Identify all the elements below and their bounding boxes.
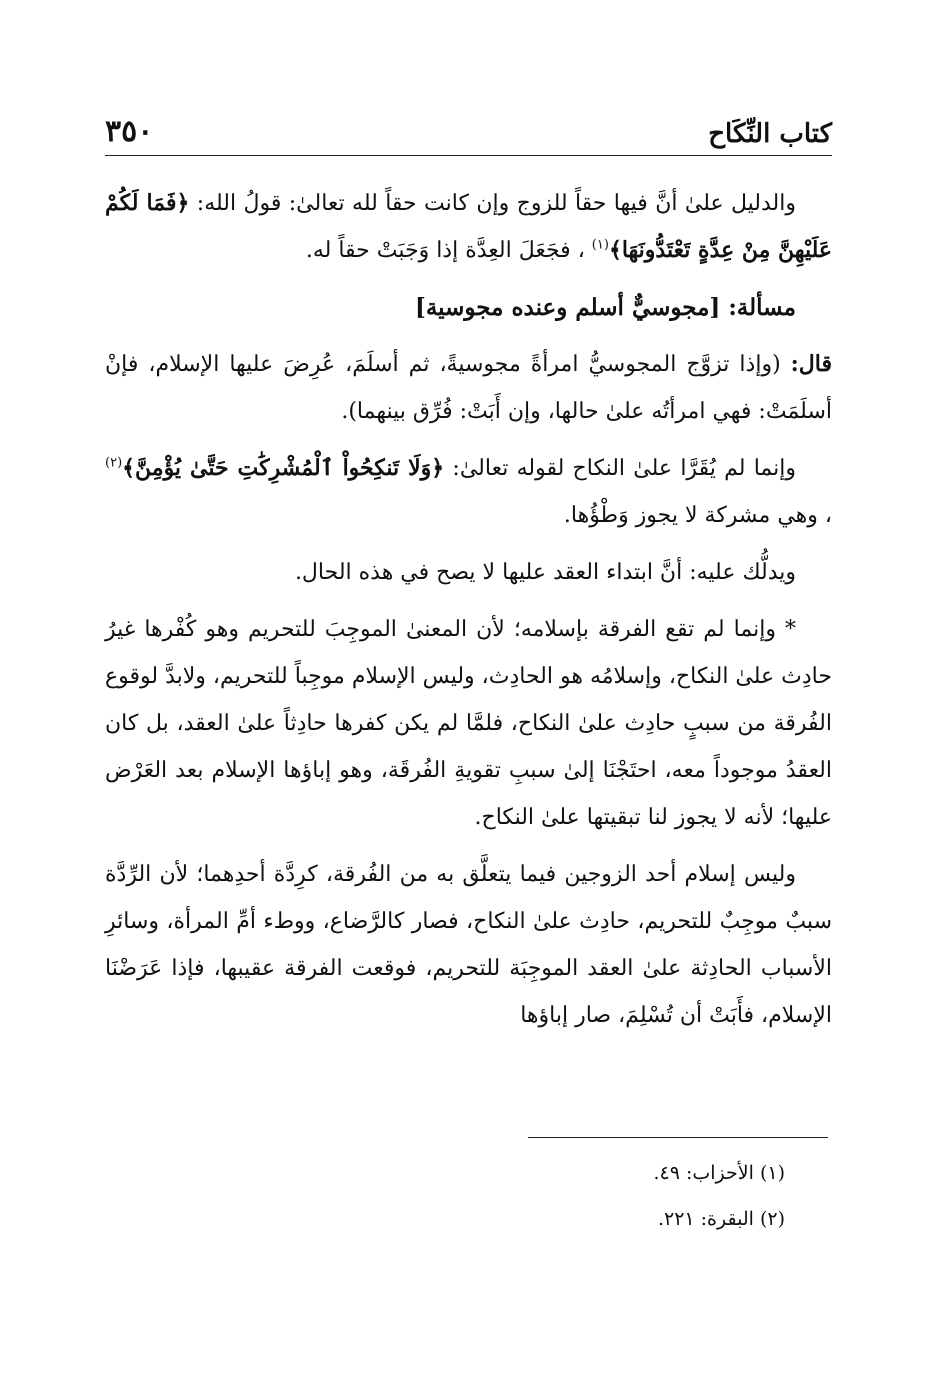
footnote-ref-1: (١) [591,237,609,253]
paragraph-5: * وإنما لم تقع الفرقة بإسلامه؛ لأن المعنىٰ الموجِبَ للتحريم وهو كُفْرها غيرُ حادِث علىٰ النكاح، وإسلامُه هو الحادِث، وليس الإسلام موجِباً للتحريم، ولابدَّ لوقوع الفُرقة من سببٍ حادِث علىٰ النكاح، فلمَّا لم يكن كفرها حادِثاً علىٰ العقد، بل كان العقدُ موجوداً معه، احتَجْنَا إلىٰ سببِ تقويةِ الفُرقَة، وهو إباؤها الإسلام بعد العَرْض عليها؛ لأنه لا يجوز لنا تبقيتها علىٰ النكاح. [105,617,832,830]
quran-verse-1: ﴿فَمَا لَكُمْ عَلَيْهِنَّ مِنْ عِدَّةٍ تَعْتَدُّونَهَا﴾ [105,190,832,263]
qala-label: قال: [790,351,832,377]
footnote-2: (٢) البقرة: ٢٢١. [657,1208,785,1230]
paragraph-1-text-b: ، فجَعَلَ العِدَّة إذا وَجَبَتْ حقاً له. [305,238,585,263]
footnote-separator [528,1137,828,1138]
masala-heading: مسألة: [مجوسيٌّ أسلم وعنده مجوسية] [414,294,796,321]
paragraph-2-text: (وإذا تزوَّج المجوسيُّ امرأةً مجوسيةً، ثم أسلَمَ، عُرِضَ عليها الإسلام، فإنْ أسلَمَتْ: فهي امرأتُه علىٰ حالها، وإن أَبَتْ: فُرِّق بينهما). [105,352,832,424]
page-number: ٣٥٠ [105,114,154,149]
footnote-ref-2: (٢) [105,455,123,471]
quran-verse-2: ﴿وَلَا تَنكِحُواْ ٱلْمُشْرِكَٰتِ حَتَّىٰ يُؤْمِنَّ﴾ [122,455,445,481]
paragraph-1 [105,180,832,274]
paragraph-6: وليس إسلام أحد الزوجين فيما يتعلَّق به من الفُرقة، كرِدَّة أحدِهما؛ لأن الرِّدَّة سببٌ موجِبٌ للتحريم، حادِث علىٰ النكاح، فصار كالرَّضاع، ووطء أمِّ المرأة، وسائرِ الأسباب الحادِثة علىٰ العقد الموجِبَة للتحريم، فوقعت الفرقة عقيبها، فإذا عَرَضْنَا الإسلام، فأَبَتْ أن تُسْلِمَ، صار إباؤها [105,862,832,1028]
main-text [105,180,832,1049]
footnote-1: (١) الأحزاب: ٤٩. [653,1162,785,1184]
paragraph-3 [105,445,832,539]
book-title: كتاب النِّكَاح [708,119,832,149]
page-header [105,106,832,156]
paragraph-3-text-a: وإنما لم يُقَرَّا علىٰ النكاح لقوله تعالىٰ: [452,456,796,481]
paragraph-2 [105,341,832,435]
paragraph-1-text-a: والدليل علىٰ أنَّ فيها حقاً للزوج وإن كانت حقاً لله تعالىٰ: قولُ الله: [196,191,796,216]
footnotes [105,1150,785,1242]
paragraph-3-text-b: ، وهي مشركة لا يجوز وَطْؤُها. [563,503,832,528]
paragraph-4: ويدلُّك عليه: أنَّ ابتداء العقد عليها لا يصح في هذه الحال. [294,560,796,585]
